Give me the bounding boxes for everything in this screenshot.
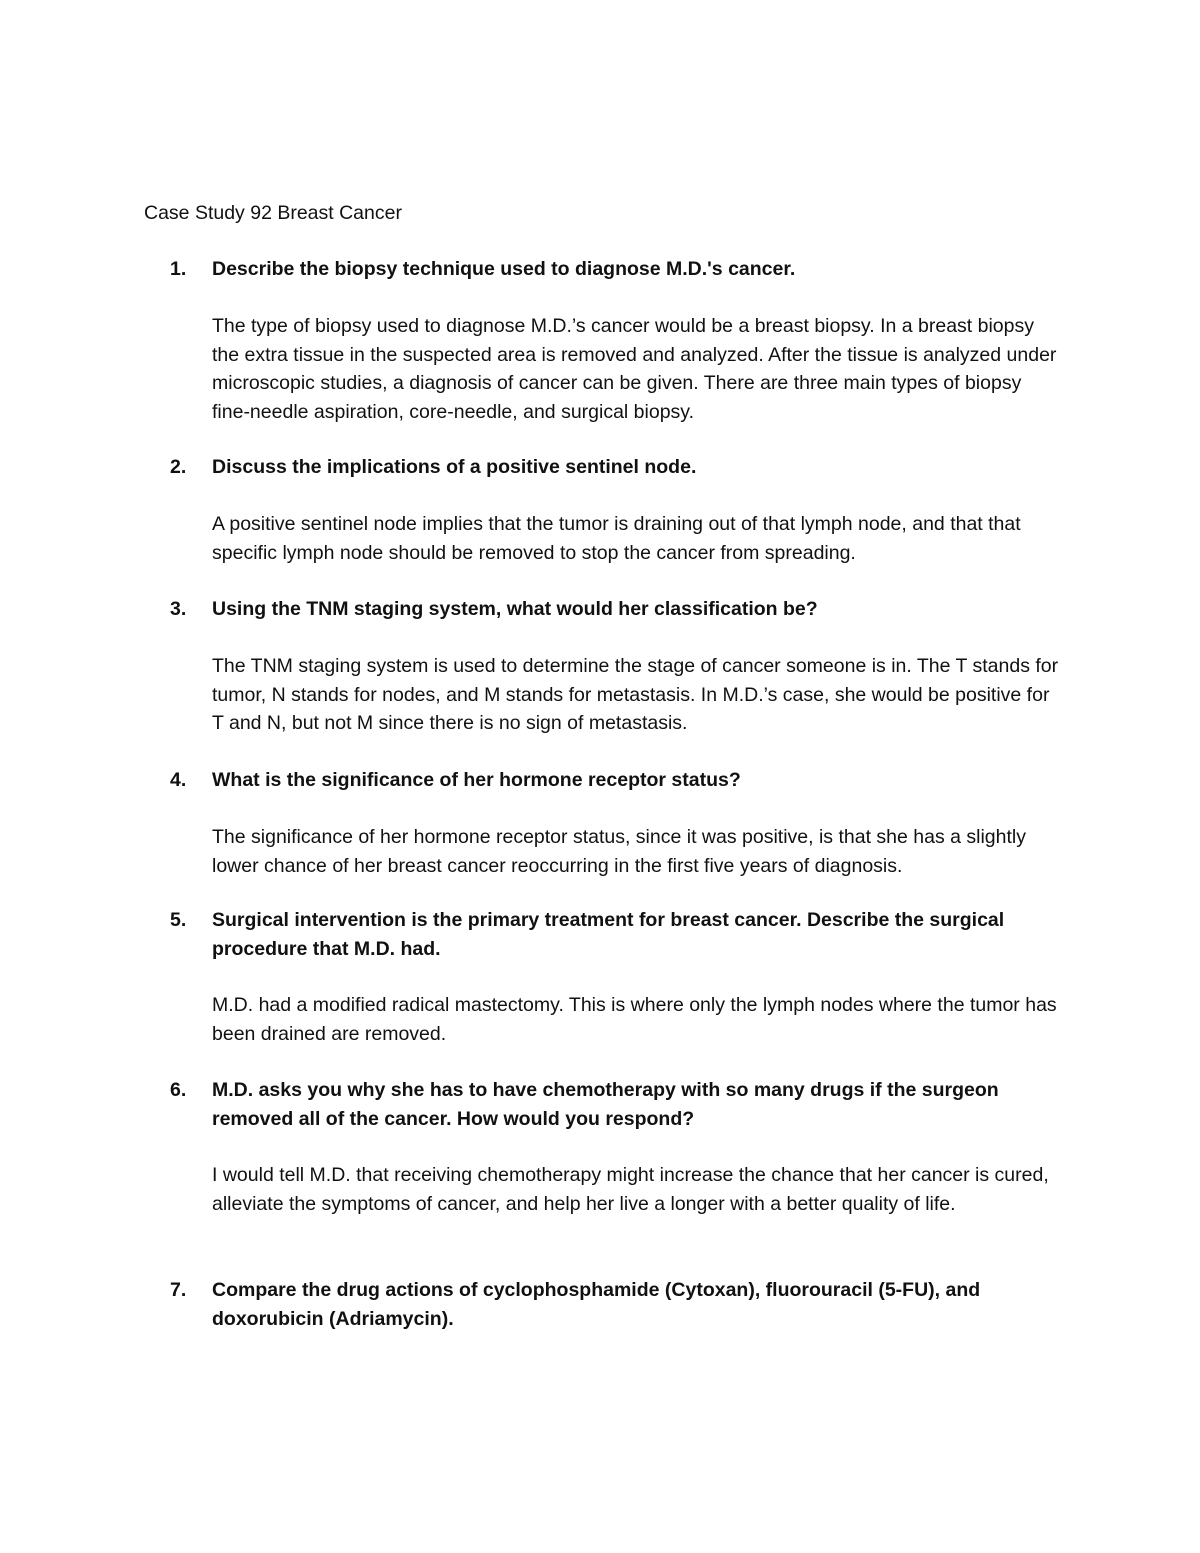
- question-number: 3.: [170, 598, 187, 620]
- question-text: Compare the drug actions of cyclophosphamide (Cytoxan), fluorouracil (5-FU), and doxorubicin (Adriamycin).: [212, 1279, 981, 1330]
- answer-text: The TNM staging system is used to determine the stage of cancer someone is in. The T stands for tumor, N stands for nodes, and M stands for metastasis. In M.D.’s case, she would be positive for T and N, but not M since there is no sign of metastasis.: [212, 655, 1059, 734]
- question-text: What is the significance of her hormone receptor status?: [212, 769, 741, 791]
- answer-text: A positive sentinel node implies that the tumor is draining out of that lymph node, and that that specific lymph node should be removed to stop the cancer from spreading.: [212, 513, 1021, 564]
- answer-text: The type of biopsy used to diagnose M.D.’s cancer would be a breast biopsy. In a breast biopsy the extra tissue in the suspected area is removed and analyzed. After the tissue is analyzed under microscopic studies, a diagnosis of cancer can be given. There are three main types of biopsy fine-needle aspiration, core-needle, and surgical biopsy.: [212, 315, 1057, 423]
- question-text: Discuss the implications of a positive sentinel node.: [212, 456, 697, 478]
- question-number: 7.: [170, 1279, 187, 1301]
- question-text: M.D. asks you why she has to have chemotherapy with so many drugs if the surgeon removed all of the cancer. How would you respond?: [212, 1079, 999, 1130]
- answer-text: M.D. had a modified radical mastectomy. This is where only the lymph nodes where the tumor has been drained are removed.: [212, 994, 1057, 1045]
- question-number: 5.: [170, 909, 187, 931]
- question-number: 1.: [170, 258, 187, 280]
- answer-text: The significance of her hormone receptor status, since it was positive, is that she has a slightly lower chance of her breast cancer reoccurring in the first five years of diagnosis.: [212, 826, 1026, 877]
- question-text: Describe the biopsy technique used to diagnose M.D.'s cancer.: [212, 258, 796, 280]
- question-text: Using the TNM staging system, what would her classification be?: [212, 598, 818, 620]
- document-title: Case Study 92 Breast Cancer: [144, 202, 402, 224]
- question-number: 2.: [170, 456, 187, 478]
- question-text: Surgical intervention is the primary treatment for breast cancer. Describe the surgical procedure that M.D. had.: [212, 909, 1005, 960]
- question-number: 4.: [170, 769, 187, 791]
- question-number: 6.: [170, 1079, 187, 1101]
- answer-text: I would tell M.D. that receiving chemotherapy might increase the chance that her cancer is cured, alleviate the symptoms of cancer, and help her live a longer with a better quality of life.: [212, 1164, 1049, 1215]
